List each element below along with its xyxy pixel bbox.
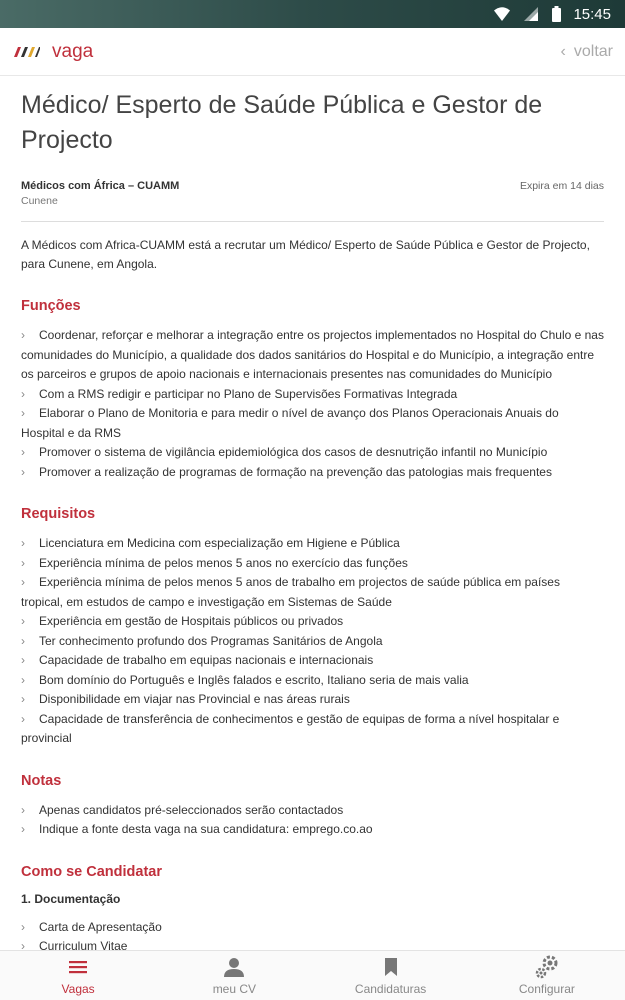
page-title: vaga: [52, 40, 94, 62]
gears-icon: [535, 955, 559, 979]
chevron-right-icon: ›: [21, 555, 25, 570]
chevron-right-icon: ›: [21, 653, 25, 667]
chevron-right-icon: ›: [21, 328, 25, 342]
chevron-right-icon: ›: [21, 575, 25, 589]
section-title-candidatar: Como se Candidatar: [21, 863, 162, 880]
nav-meu-cv[interactable]: [156, 951, 312, 1000]
list-item: › Indique a fonte desta vaga na sua candidatura: emprego.co.ao: [21, 820, 604, 840]
requisitos-list: [21, 534, 604, 749]
documentacao-list: [21, 918, 604, 951]
chevron-right-icon: ›: [21, 633, 25, 648]
documentacao-subheading: 1. Documentação: [21, 891, 121, 906]
chevron-right-icon: ›: [21, 939, 25, 950]
back-button[interactable]: [561, 43, 613, 61]
app-header: [0, 28, 625, 76]
section-title-funcoes: Funções: [21, 298, 81, 314]
nav-configurar[interactable]: [469, 951, 625, 1000]
chevron-right-icon: ›: [21, 711, 25, 726]
list-item: › Capacidade de transferência de conhecimentos e gestão de equipas de forma a nível hospitalar e provincial: [21, 711, 560, 745]
list-item: › Capacidade de trabalho em equipas nacionais e internacionais: [21, 651, 604, 671]
list-item: › Apenas candidatos pré-seleccionados serão contactados: [21, 801, 604, 821]
chevron-right-icon: ›: [21, 919, 25, 934]
wifi-icon: [494, 7, 510, 21]
bookmark-icon: [384, 955, 398, 979]
back-label: voltar: [573, 42, 613, 60]
list-item: › Experiência mínima de pelos menos 5 anos no exercício das funções: [21, 554, 604, 574]
list-item: › Experiência em gestão de Hospitais públicos ou privados: [21, 612, 604, 632]
company-name: Médicos com África – CUAMM: [21, 180, 180, 192]
nav-label: meu CV: [212, 982, 257, 996]
chevron-right-icon: ›: [21, 464, 25, 479]
list-item: › Licenciatura em Medicina com especialização em Higiene e Pública: [21, 534, 604, 554]
nav-label: Candidaturas: [354, 982, 427, 996]
job-title: Médico/ Esperto de Saúde Pública e Gestor de Projecto: [21, 91, 543, 154]
battery-icon: [552, 6, 561, 22]
nav-label: Configurar: [518, 982, 575, 996]
nav-vagas[interactable]: [0, 951, 156, 1000]
bottom-nav: [0, 950, 625, 1000]
nav-label: Vagas: [61, 982, 95, 996]
list-item: › Curriculum Vitae: [21, 937, 604, 950]
job-detail-content[interactable]: [0, 76, 625, 950]
emprego-logo-icon: [12, 47, 40, 57]
list-item: › Promover o sistema de vigilância epidemiológica dos casos de desnutrição infantil no Município: [21, 443, 604, 463]
list-item: › Bom domínio do Português e Inglês falados e escrito, Italiano seria de mais valia: [21, 671, 604, 691]
list-item: › Elaborar o Plano de Monitoria e para medir o nível de avanço dos Planos Operacionais Anuais do Hospital e da RMS: [21, 406, 559, 440]
chevron-right-icon: ›: [21, 406, 25, 420]
list-item: › Experiência mínima de pelos menos 5 anos de trabalho em projectos de saúde pública em países tropical, em estudos de campo e investigação em Sistemas de Saúde: [21, 575, 560, 609]
notas-list: [21, 801, 604, 840]
list-item: › Coordenar, reforçar e melhorar a integração entre os projectos implementados no Hospital do Chulo e nas comunidades do Município, a qualidade dos dados sanitários do Hospital e do Município, a integração entre os parceiros e grupos de apoio nacionais e internacionais presentes nas comunidades do Município: [21, 328, 604, 381]
status-time: 15:45: [573, 5, 611, 23]
chevron-right-icon: ›: [21, 536, 25, 550]
funcoes-list: [21, 326, 604, 482]
job-meta: [21, 180, 604, 207]
chevron-right-icon: ›: [21, 445, 25, 459]
expires-label: Expira em 14 dias: [519, 180, 604, 192]
chevron-right-icon: ›: [21, 386, 25, 401]
section-title-notas: Notas: [21, 772, 62, 789]
status-bar: [0, 0, 625, 28]
signal-icon: [524, 7, 538, 21]
chevron-right-icon: ›: [21, 822, 25, 836]
divider: [21, 221, 604, 222]
user-icon: [223, 955, 245, 979]
list-item: › Promover a realização de programas de formação na prevenção das patologias mais frequentes: [21, 463, 604, 483]
chevron-right-icon: ›: [21, 692, 25, 706]
chevron-right-icon: ›: [21, 614, 25, 628]
nav-candidaturas[interactable]: [313, 951, 469, 1000]
chevron-right-icon: ›: [21, 802, 25, 817]
chevron-right-icon: ›: [21, 672, 25, 687]
list-item: › Disponibilidade em viajar nas Provincial e nas áreas rurais: [21, 690, 604, 710]
list-item: › Com a RMS redigir e participar no Plano de Supervisões Formativas Integrada: [21, 385, 604, 405]
job-location: Cunene: [21, 195, 58, 207]
chevron-left-icon: ‹: [560, 42, 566, 60]
menu-icon: [68, 955, 88, 979]
list-item: › Carta de Apresentação: [21, 918, 604, 938]
job-intro: A Médicos com Africa-CUAMM está a recrutar um Médico/ Esperto de Saúde Pública e Gestor de Projecto, para Cunene, em Angola.: [21, 238, 590, 271]
list-item: › Ter conhecimento profundo dos Programas Sanitários de Angola: [21, 632, 604, 652]
section-title-requisitos: Requisitos: [21, 506, 96, 522]
